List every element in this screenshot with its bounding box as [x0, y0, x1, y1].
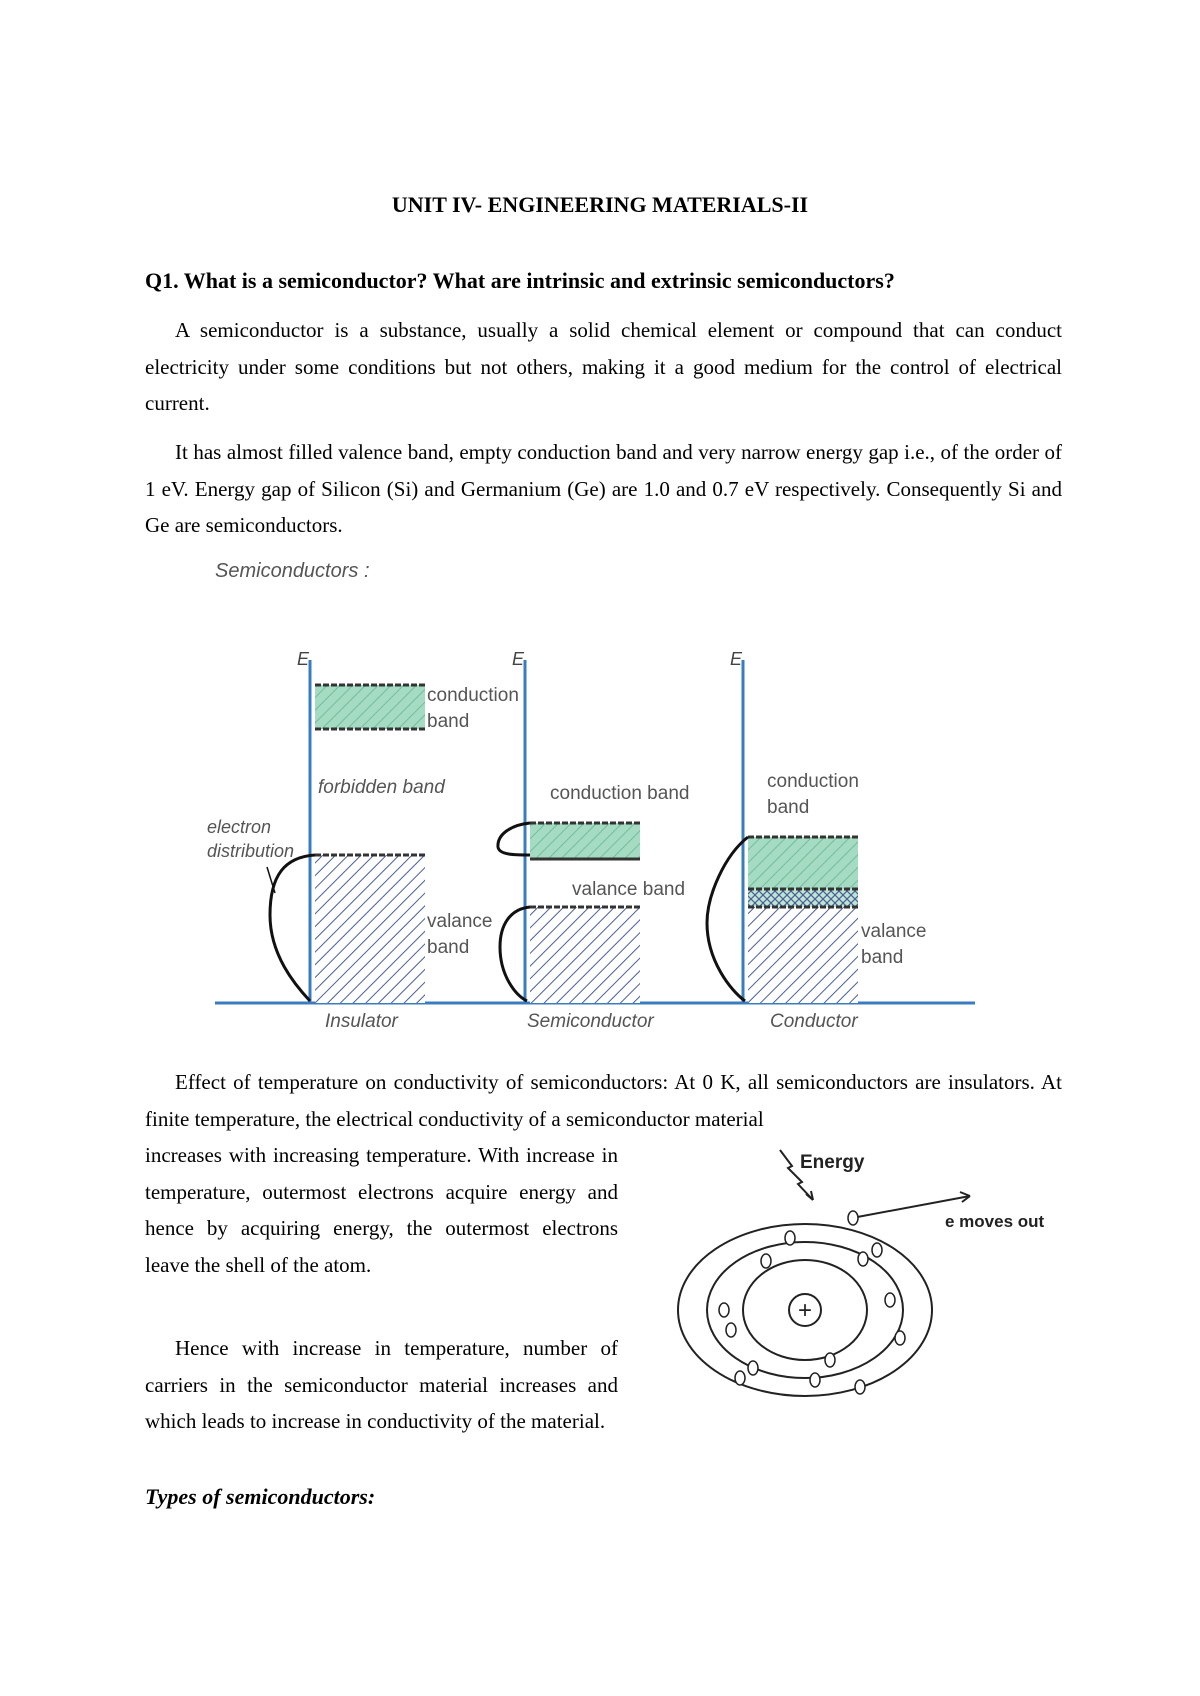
- electron: [785, 1231, 795, 1245]
- semiconductor-vb-label: valance band: [572, 879, 686, 900]
- semiconductor-e-label: E: [512, 649, 525, 669]
- question-heading: Q1. What is a semiconductor? What are intrinsic and extrinsic semiconductors?: [145, 268, 895, 293]
- conductor-e-label: E: [730, 649, 743, 669]
- insulator-conduction-band: [315, 685, 425, 729]
- nucleus-symbol: +: [797, 1297, 813, 1324]
- electron: [761, 1254, 771, 1268]
- semiconductor-valence-band: [530, 907, 640, 1003]
- types-heading: Types of semiconductors:: [145, 1484, 376, 1509]
- electron: [719, 1303, 729, 1317]
- electron: [855, 1380, 865, 1394]
- moves-out-label: e moves out: [945, 1212, 1045, 1231]
- insulator-caption: Insulator: [325, 1011, 398, 1032]
- conductor-cb-label-2: band: [767, 797, 810, 818]
- electron-distribution-label-2: distribution: [207, 841, 295, 861]
- distribution-pointer: [267, 867, 275, 893]
- paragraph-temperature-continued: increases with increasing temperature. With increase in temperature, outermost electrons acquire energy and hence by acquiring energy, the outermost electrons leave the shell of the atom.: [145, 1143, 618, 1277]
- semiconductor-cb-label: conduction band: [550, 783, 690, 804]
- conductor-vb-label-2: band: [861, 947, 904, 968]
- figure-title: Semiconductors :: [215, 560, 370, 582]
- conductor-overlap-region: [748, 889, 858, 907]
- insulator-e-label: E: [297, 649, 310, 669]
- band-diagram-figure: [207, 555, 1015, 1035]
- energy-label: Energy: [800, 1152, 865, 1173]
- electron: [885, 1293, 895, 1307]
- insulator-cb-label-1: conduction: [427, 685, 519, 706]
- paragraph-definition: A semiconductor is a substance, usually a solid chemical element or compound that can conduct electricity under some conditions but not others, making it a good medium for the control of electrical current.: [145, 318, 1062, 415]
- paragraph-carriers: Hence with increase in temperature, number of carriers in the semiconductor material increases and which leads to increase in conductivity of the material.: [145, 1336, 618, 1433]
- electron: [895, 1331, 905, 1345]
- conductor-vb-label-1: valance: [861, 921, 927, 942]
- electron: [872, 1243, 882, 1257]
- insulator-electron-curve: [270, 855, 315, 1001]
- conductor-valence-band: [748, 907, 858, 1003]
- electron-distribution-label-1: electron: [207, 817, 272, 837]
- semiconductor-caption: Semiconductor: [527, 1011, 654, 1032]
- semiconductor-conduction-band: [530, 823, 640, 859]
- unit-heading: UNIT IV- ENGINEERING MATERIALS-II: [391, 192, 809, 217]
- insulator-cb-label-2: band: [427, 711, 470, 732]
- insulator-valence-band: [315, 855, 425, 1003]
- electron: [726, 1323, 736, 1337]
- insulator-vb-label-1: valance: [427, 911, 493, 932]
- insulator-vb-label-2: band: [427, 937, 470, 958]
- conductor-conduction-band: [748, 837, 858, 889]
- paragraph-energy-gap: It has almost filled valence band, empty conduction band and very narrow energy gap i.e., of the order of 1 eV. Energy gap of Silicon (Si) and Germanium (Ge) are 1.0 and 0.7 eV respectively. Consequently Si and Ge are semiconductors.: [145, 440, 1062, 537]
- electron: [748, 1361, 758, 1375]
- electron: [735, 1371, 745, 1385]
- electron: [825, 1353, 835, 1367]
- electron: [810, 1373, 820, 1387]
- forbidden-band-label: forbidden band: [318, 777, 445, 798]
- conductor-caption: Conductor: [770, 1011, 858, 1032]
- conductor-cb-label-1: conduction: [767, 771, 859, 792]
- electron: [858, 1252, 868, 1266]
- atom-figure: [670, 1140, 1070, 1410]
- paragraph-temperature-intro: Effect of temperature on conductivity of semiconductors: At 0 K, all semiconductors are insulators. At finite temperature, the electrical conductivity of a semiconductor material: [145, 1070, 1062, 1131]
- escaping-electron: [848, 1211, 858, 1225]
